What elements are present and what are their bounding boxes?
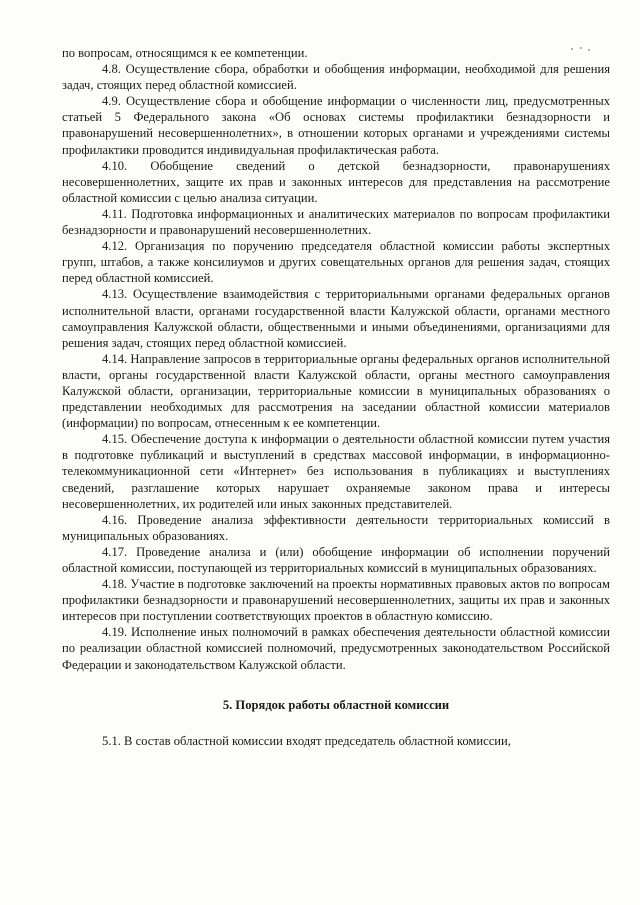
paragraph-4-17: 4.17. Проведение анализа и (или) обобщение информации об исполнении поручений областной комиссии, поступающей из территориальных комиссий в муниципальных образованиях.	[62, 544, 610, 575]
paragraph-4-8: 4.8. Осуществление сбора, обработки и обобщения информации, необходимой для решения задач, стоящих перед областной комиссией.	[62, 62, 610, 93]
paragraph-4-9: 4.9. Осуществление сбора и обобщение информации о численности лиц, предусмотренных статьей 5 Федерального закона «Об основах системы профилактики безнадзорности и правонарушений несовершеннолетних», в отношении которых органами и учреждениями системы профилактики проводится индивидуальная профилактическая работа.	[62, 94, 610, 157]
paragraph-4-15: 4.15. Обеспечение доступа к информации о деятельности областной комиссии путем участия в подготовке публикаций и выступлений в средствах массовой информации, в информационно-телекоммуникационной сети «Интернет» без использования в публикациях и выступлениях сведений, разглашение которых нарушает охраняемые законом права и интересы несовершеннолетних, их родителей или иных законных представителей.	[62, 432, 610, 511]
paragraph-4-12: 4.12. Организация по поручению председателя областной комиссии работы экспертных групп, штабов, а также консилиумов и других совещательных органов для решения задач, стоящих перед областной комиссией.	[62, 239, 610, 286]
paragraph-4-19: 4.19. Исполнение иных полномочий в рамках обеспечения деятельности областной комиссии по реализации областной комиссией полномочий, предусмотренных законодательством Российской Федерации и законодательством Калужской области.	[62, 625, 610, 672]
paragraph-continuation: по вопросам, относящимся к ее компетенции.	[62, 46, 308, 60]
paragraph-4-11: 4.11. Подготовка информационных и аналитических материалов по вопросам профилактики безнадзорности и правонарушений несовершеннолетних.	[62, 206, 610, 238]
paragraph-4-10: 4.10. Обобщение сведений о детской безнадзорности, правонарушениях несовершеннолетних, защите их прав и законных интересов для представления на рассмотрение областной комиссии с целью анализа ситуации.	[62, 158, 610, 205]
paragraph-4-13: 4.13. Осуществление взаимодействия с территориальными органами федеральных органов исполнительной власти, органами государственной власти Калужской области, органами местного самоуправления Калужской области, общественными и иными объединениями, организациями для решения задач, стоящих перед областной комиссией.	[62, 287, 610, 350]
paragraph-5-1: 5.1. В состав областной комиссии входят председатель областной комиссии,	[102, 733, 511, 748]
section-heading: 5. Порядок работы областной комиссии	[222, 697, 450, 712]
paragraph-4-14: 4.14. Направление запросов в территориальные органы федеральных органов исполнительной власти, органы государственной власти Калужской области, органы местного самоуправления Калужской области, организации, территориальные комиссии в муниципальных образованиях о представлении необходимых для рассмотрения на заседании областной комиссии материалов (информации) по вопросам, отнесенным к ее компетенции.	[62, 351, 610, 431]
scan-artifact	[571, 46, 595, 52]
paragraph-4-16: 4.16. Проведение анализа эффективности деятельности территориальных комиссий в муниципальных образованиях.	[62, 512, 610, 543]
paragraph-4-18: 4.18. Участие в подготовке заключений на проекты нормативных правовых актов по вопросам профилактики безнадзорности и правонарушений несовершеннолетних, защиты их прав и законных интересов при поступлении соответствующих проектов в областную комиссию.	[62, 577, 610, 624]
